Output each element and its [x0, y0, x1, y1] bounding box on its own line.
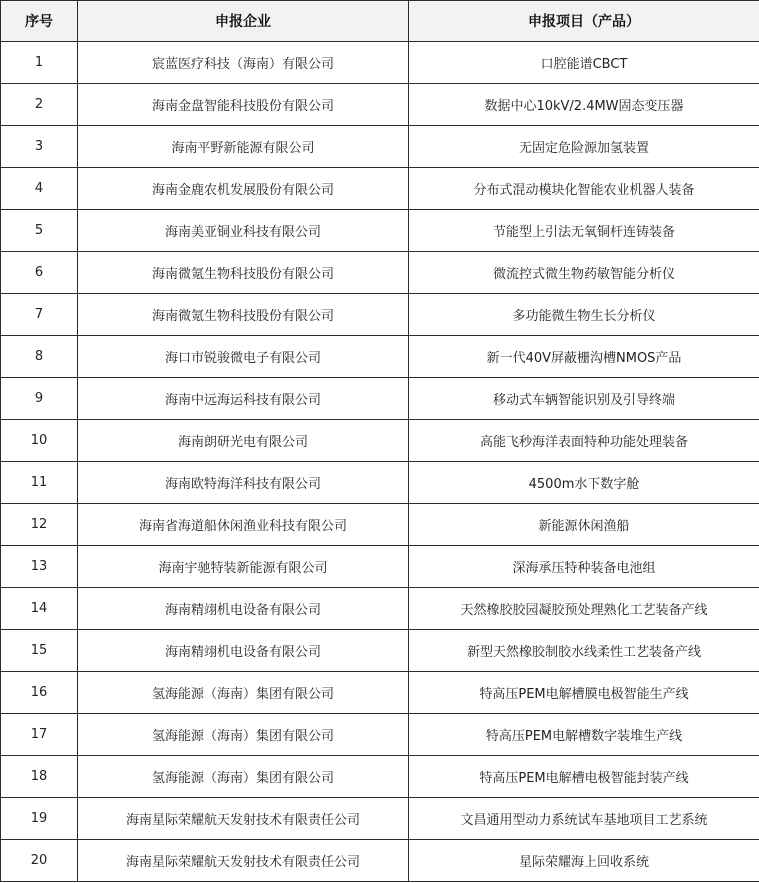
serial-number-cell: 12 [1, 504, 78, 546]
project-cell: 微流控式微生物药敏智能分析仪 [409, 252, 759, 294]
table-row [1, 126, 759, 168]
serial-number-cell: 20 [1, 840, 78, 882]
company-cell: 海南金鹿农机发展股份有限公司 [78, 168, 409, 210]
table-row [1, 588, 759, 630]
table-row [1, 756, 759, 798]
company-cell: 海南朗研光电有限公司 [78, 420, 409, 462]
serial-number-cell: 2 [1, 84, 78, 126]
serial-number-cell: 5 [1, 210, 78, 252]
project-cell: 深海承压特种装备电池组 [409, 546, 759, 588]
company-cell: 海南美亚铜业科技有限公司 [78, 210, 409, 252]
header-applicant-company: 申报企业 [78, 1, 409, 42]
company-cell: 宸蓝医疗科技（海南）有限公司 [78, 42, 409, 84]
serial-number-cell: 6 [1, 252, 78, 294]
company-cell: 海南中远海运科技有限公司 [78, 378, 409, 420]
serial-number-cell: 17 [1, 714, 78, 756]
serial-number-cell: 15 [1, 630, 78, 672]
project-cell: 节能型上引法无氧铜杆连铸装备 [409, 210, 759, 252]
company-cell: 海南精翊机电设备有限公司 [78, 588, 409, 630]
project-cell: 新型天然橡胶制胶水线柔性工艺装备产线 [409, 630, 759, 672]
company-cell: 海南微氪生物科技股份有限公司 [78, 294, 409, 336]
serial-number-cell: 16 [1, 672, 78, 714]
table-body [1, 42, 759, 882]
project-cell: 口腔能谱CBCT [409, 42, 759, 84]
company-cell: 海南微氪生物科技股份有限公司 [78, 252, 409, 294]
table-row [1, 420, 759, 462]
company-cell: 氢海能源（海南）集团有限公司 [78, 672, 409, 714]
company-cell: 海南金盘智能科技股份有限公司 [78, 84, 409, 126]
project-cell: 星际荣耀海上回收系统 [409, 840, 759, 882]
project-cell: 新能源休闲渔船 [409, 504, 759, 546]
project-cell: 文昌通用型动力系统试车基地项目工艺系统 [409, 798, 759, 840]
serial-number-cell: 7 [1, 294, 78, 336]
serial-number-cell: 18 [1, 756, 78, 798]
table-row [1, 84, 759, 126]
project-cell: 高能飞秒海洋表面特种功能处理装备 [409, 420, 759, 462]
company-cell: 氢海能源（海南）集团有限公司 [78, 714, 409, 756]
company-cell: 海南星际荣耀航天发射技术有限责任公司 [78, 798, 409, 840]
project-cell: 无固定危险源加氢装置 [409, 126, 759, 168]
serial-number-cell: 4 [1, 168, 78, 210]
table-row [1, 378, 759, 420]
project-cell: 天然橡胶胶园凝胶预处理熟化工艺装备产线 [409, 588, 759, 630]
serial-number-cell: 10 [1, 420, 78, 462]
serial-number-cell: 14 [1, 588, 78, 630]
table-row [1, 504, 759, 546]
serial-number-cell: 9 [1, 378, 78, 420]
header-serial-number: 序号 [1, 1, 78, 42]
company-cell: 海南省海道船休闲渔业科技有限公司 [78, 504, 409, 546]
table-row [1, 714, 759, 756]
table-row [1, 798, 759, 840]
company-cell: 海南平野新能源有限公司 [78, 126, 409, 168]
table-row [1, 840, 759, 882]
serial-number-cell: 13 [1, 546, 78, 588]
table-row [1, 462, 759, 504]
table-row [1, 252, 759, 294]
serial-number-cell: 1 [1, 42, 78, 84]
project-cell: 多功能微生物生长分析仪 [409, 294, 759, 336]
serial-number-cell: 19 [1, 798, 78, 840]
project-cell: 数据中心10kV/2.4MW固态变压器 [409, 84, 759, 126]
table-row [1, 546, 759, 588]
table-row [1, 42, 759, 84]
table-row [1, 336, 759, 378]
table-header [1, 1, 759, 42]
company-cell: 海南精翊机电设备有限公司 [78, 630, 409, 672]
project-cell: 分布式混动模块化智能农业机器人装备 [409, 168, 759, 210]
company-cell: 海南欧特海洋科技有限公司 [78, 462, 409, 504]
table-row [1, 168, 759, 210]
table-row [1, 210, 759, 252]
serial-number-cell: 11 [1, 462, 78, 504]
serial-number-cell: 3 [1, 126, 78, 168]
company-cell: 海南宇驰特装新能源有限公司 [78, 546, 409, 588]
project-cell: 特高压PEM电解槽数字装堆生产线 [409, 714, 759, 756]
project-cell: 4500m水下数字舱 [409, 462, 759, 504]
project-cell: 移动式车辆智能识别及引导终端 [409, 378, 759, 420]
project-cell: 特高压PEM电解槽膜电极智能生产线 [409, 672, 759, 714]
table-row [1, 294, 759, 336]
company-cell: 海南星际荣耀航天发射技术有限责任公司 [78, 840, 409, 882]
table-row [1, 672, 759, 714]
header-row [1, 1, 759, 42]
header-project-product: 申报项目（产品） [409, 1, 759, 42]
company-cell: 氢海能源（海南）集团有限公司 [78, 756, 409, 798]
serial-number-cell: 8 [1, 336, 78, 378]
project-cell: 特高压PEM电解槽电极智能封装产线 [409, 756, 759, 798]
table-row [1, 630, 759, 672]
company-cell: 海口市锐骏微电子有限公司 [78, 336, 409, 378]
project-cell: 新一代40V屏蔽栅沟槽NMOS产品 [409, 336, 759, 378]
